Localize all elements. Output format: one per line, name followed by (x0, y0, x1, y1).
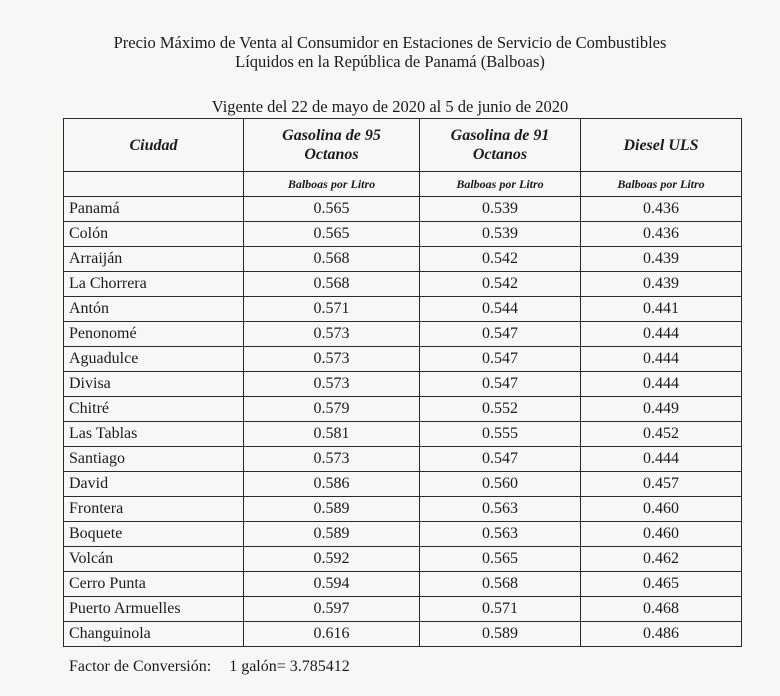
diesel-price: 0.449 (581, 397, 742, 422)
gasoline-91-price: 0.542 (420, 272, 581, 297)
header-gasoline-91: Gasolina de 91 Octanos (420, 119, 581, 172)
gasoline-95-price: 0.589 (244, 522, 420, 547)
city-cell: Divisa (64, 372, 244, 397)
table-row (64, 622, 742, 647)
diesel-price: 0.468 (581, 597, 742, 622)
unit-gasoline-91: Balboas por Litro (420, 172, 581, 197)
gasoline-95-price: 0.616 (244, 622, 420, 647)
gasoline-95-price: 0.597 (244, 597, 420, 622)
table-row (64, 522, 742, 547)
gasoline-95-price: 0.573 (244, 322, 420, 347)
gasoline-91-price: 0.539 (420, 222, 581, 247)
gasoline-95-price: 0.573 (244, 372, 420, 397)
gasoline-91-price: 0.560 (420, 472, 581, 497)
table-row (64, 597, 742, 622)
gasoline-91-price: 0.568 (420, 572, 581, 597)
gasoline-91-price: 0.563 (420, 522, 581, 547)
table-row (64, 572, 742, 597)
city-cell: Colón (64, 222, 244, 247)
gasoline-95-price: 0.589 (244, 497, 420, 522)
gasoline-91-price: 0.547 (420, 372, 581, 397)
gasoline-95-price: 0.586 (244, 472, 420, 497)
gasoline-91-price: 0.539 (420, 197, 581, 222)
city-cell: Changuinola (64, 622, 244, 647)
document-title (0, 33, 780, 71)
conversion-value: 1 galón= 3.785412 (229, 658, 350, 675)
fuel-price-table (63, 118, 742, 647)
unit-diesel: Balboas por Litro (581, 172, 742, 197)
unit-gasoline-95: Balboas por Litro (244, 172, 420, 197)
conversion-label: Factor de Conversión: (69, 658, 212, 675)
city-cell: Frontera (64, 497, 244, 522)
city-cell: Penonomé (64, 322, 244, 347)
gasoline-95-price: 0.573 (244, 447, 420, 472)
gasoline-91-price: 0.547 (420, 322, 581, 347)
diesel-price: 0.462 (581, 547, 742, 572)
title-line-2: Líquidos en la República de Panamá (Balboas) (235, 52, 545, 71)
header-city: Ciudad (64, 119, 244, 172)
city-cell: Arraiján (64, 247, 244, 272)
gasoline-91-price: 0.552 (420, 397, 581, 422)
gasoline-91-price: 0.547 (420, 447, 581, 472)
city-cell: Volcán (64, 547, 244, 572)
table-row (64, 397, 742, 422)
diesel-price: 0.457 (581, 472, 742, 497)
diesel-price: 0.436 (581, 222, 742, 247)
gasoline-91-price: 0.544 (420, 297, 581, 322)
table-row (64, 272, 742, 297)
city-cell: Las Tablas (64, 422, 244, 447)
diesel-price: 0.452 (581, 422, 742, 447)
city-cell: Chitré (64, 397, 244, 422)
gasoline-95-price: 0.571 (244, 297, 420, 322)
table-row (64, 297, 742, 322)
units-row (64, 172, 742, 197)
table-row (64, 447, 742, 472)
gasoline-95-price: 0.565 (244, 222, 420, 247)
table-row (64, 422, 742, 447)
city-cell: La Chorrera (64, 272, 244, 297)
unit-city (64, 172, 244, 197)
table-row (64, 347, 742, 372)
table-row (64, 322, 742, 347)
gasoline-91-price: 0.555 (420, 422, 581, 447)
table-body (64, 197, 742, 647)
header-diesel-uls: Diesel ULS (581, 119, 742, 172)
diesel-price: 0.460 (581, 522, 742, 547)
city-cell: Santiago (64, 447, 244, 472)
header-row (64, 119, 742, 172)
header-gasoline-95: Gasolina de 95 Octanos (244, 119, 420, 172)
gasoline-95-price: 0.568 (244, 247, 420, 272)
diesel-price: 0.439 (581, 247, 742, 272)
gasoline-95-price: 0.573 (244, 347, 420, 372)
validity-period: Vigente del 22 de mayo de 2020 al 5 de junio de 2020 (211, 97, 569, 116)
diesel-price: 0.444 (581, 372, 742, 397)
gasoline-95-price: 0.581 (244, 422, 420, 447)
city-cell: Panamá (64, 197, 244, 222)
city-cell: Cerro Punta (64, 572, 244, 597)
diesel-price: 0.465 (581, 572, 742, 597)
table-row (64, 247, 742, 272)
city-cell: Boquete (64, 522, 244, 547)
gasoline-95-price: 0.594 (244, 572, 420, 597)
title-line-1: Precio Máximo de Venta al Consumidor en Estaciones de Servicio de Combustibles (113, 33, 667, 52)
gasoline-95-price: 0.568 (244, 272, 420, 297)
city-cell: Aguadulce (64, 347, 244, 372)
gasoline-91-price: 0.565 (420, 547, 581, 572)
table-row (64, 222, 742, 247)
gasoline-91-price: 0.563 (420, 497, 581, 522)
gasoline-91-price: 0.542 (420, 247, 581, 272)
conversion-factor (69, 658, 350, 676)
gasoline-91-price: 0.589 (420, 622, 581, 647)
city-cell: Antón (64, 297, 244, 322)
table-row (64, 547, 742, 572)
table-row (64, 197, 742, 222)
city-cell: Puerto Armuelles (64, 597, 244, 622)
diesel-price: 0.486 (581, 622, 742, 647)
gasoline-91-price: 0.547 (420, 347, 581, 372)
diesel-price: 0.444 (581, 322, 742, 347)
gasoline-95-price: 0.592 (244, 547, 420, 572)
gasoline-95-price: 0.565 (244, 197, 420, 222)
table-row (64, 497, 742, 522)
diesel-price: 0.460 (581, 497, 742, 522)
table-row (64, 372, 742, 397)
diesel-price: 0.444 (581, 347, 742, 372)
table-row (64, 472, 742, 497)
gasoline-95-price: 0.579 (244, 397, 420, 422)
diesel-price: 0.441 (581, 297, 742, 322)
city-cell: David (64, 472, 244, 497)
diesel-price: 0.439 (581, 272, 742, 297)
gasoline-91-price: 0.571 (420, 597, 581, 622)
diesel-price: 0.444 (581, 447, 742, 472)
diesel-price: 0.436 (581, 197, 742, 222)
